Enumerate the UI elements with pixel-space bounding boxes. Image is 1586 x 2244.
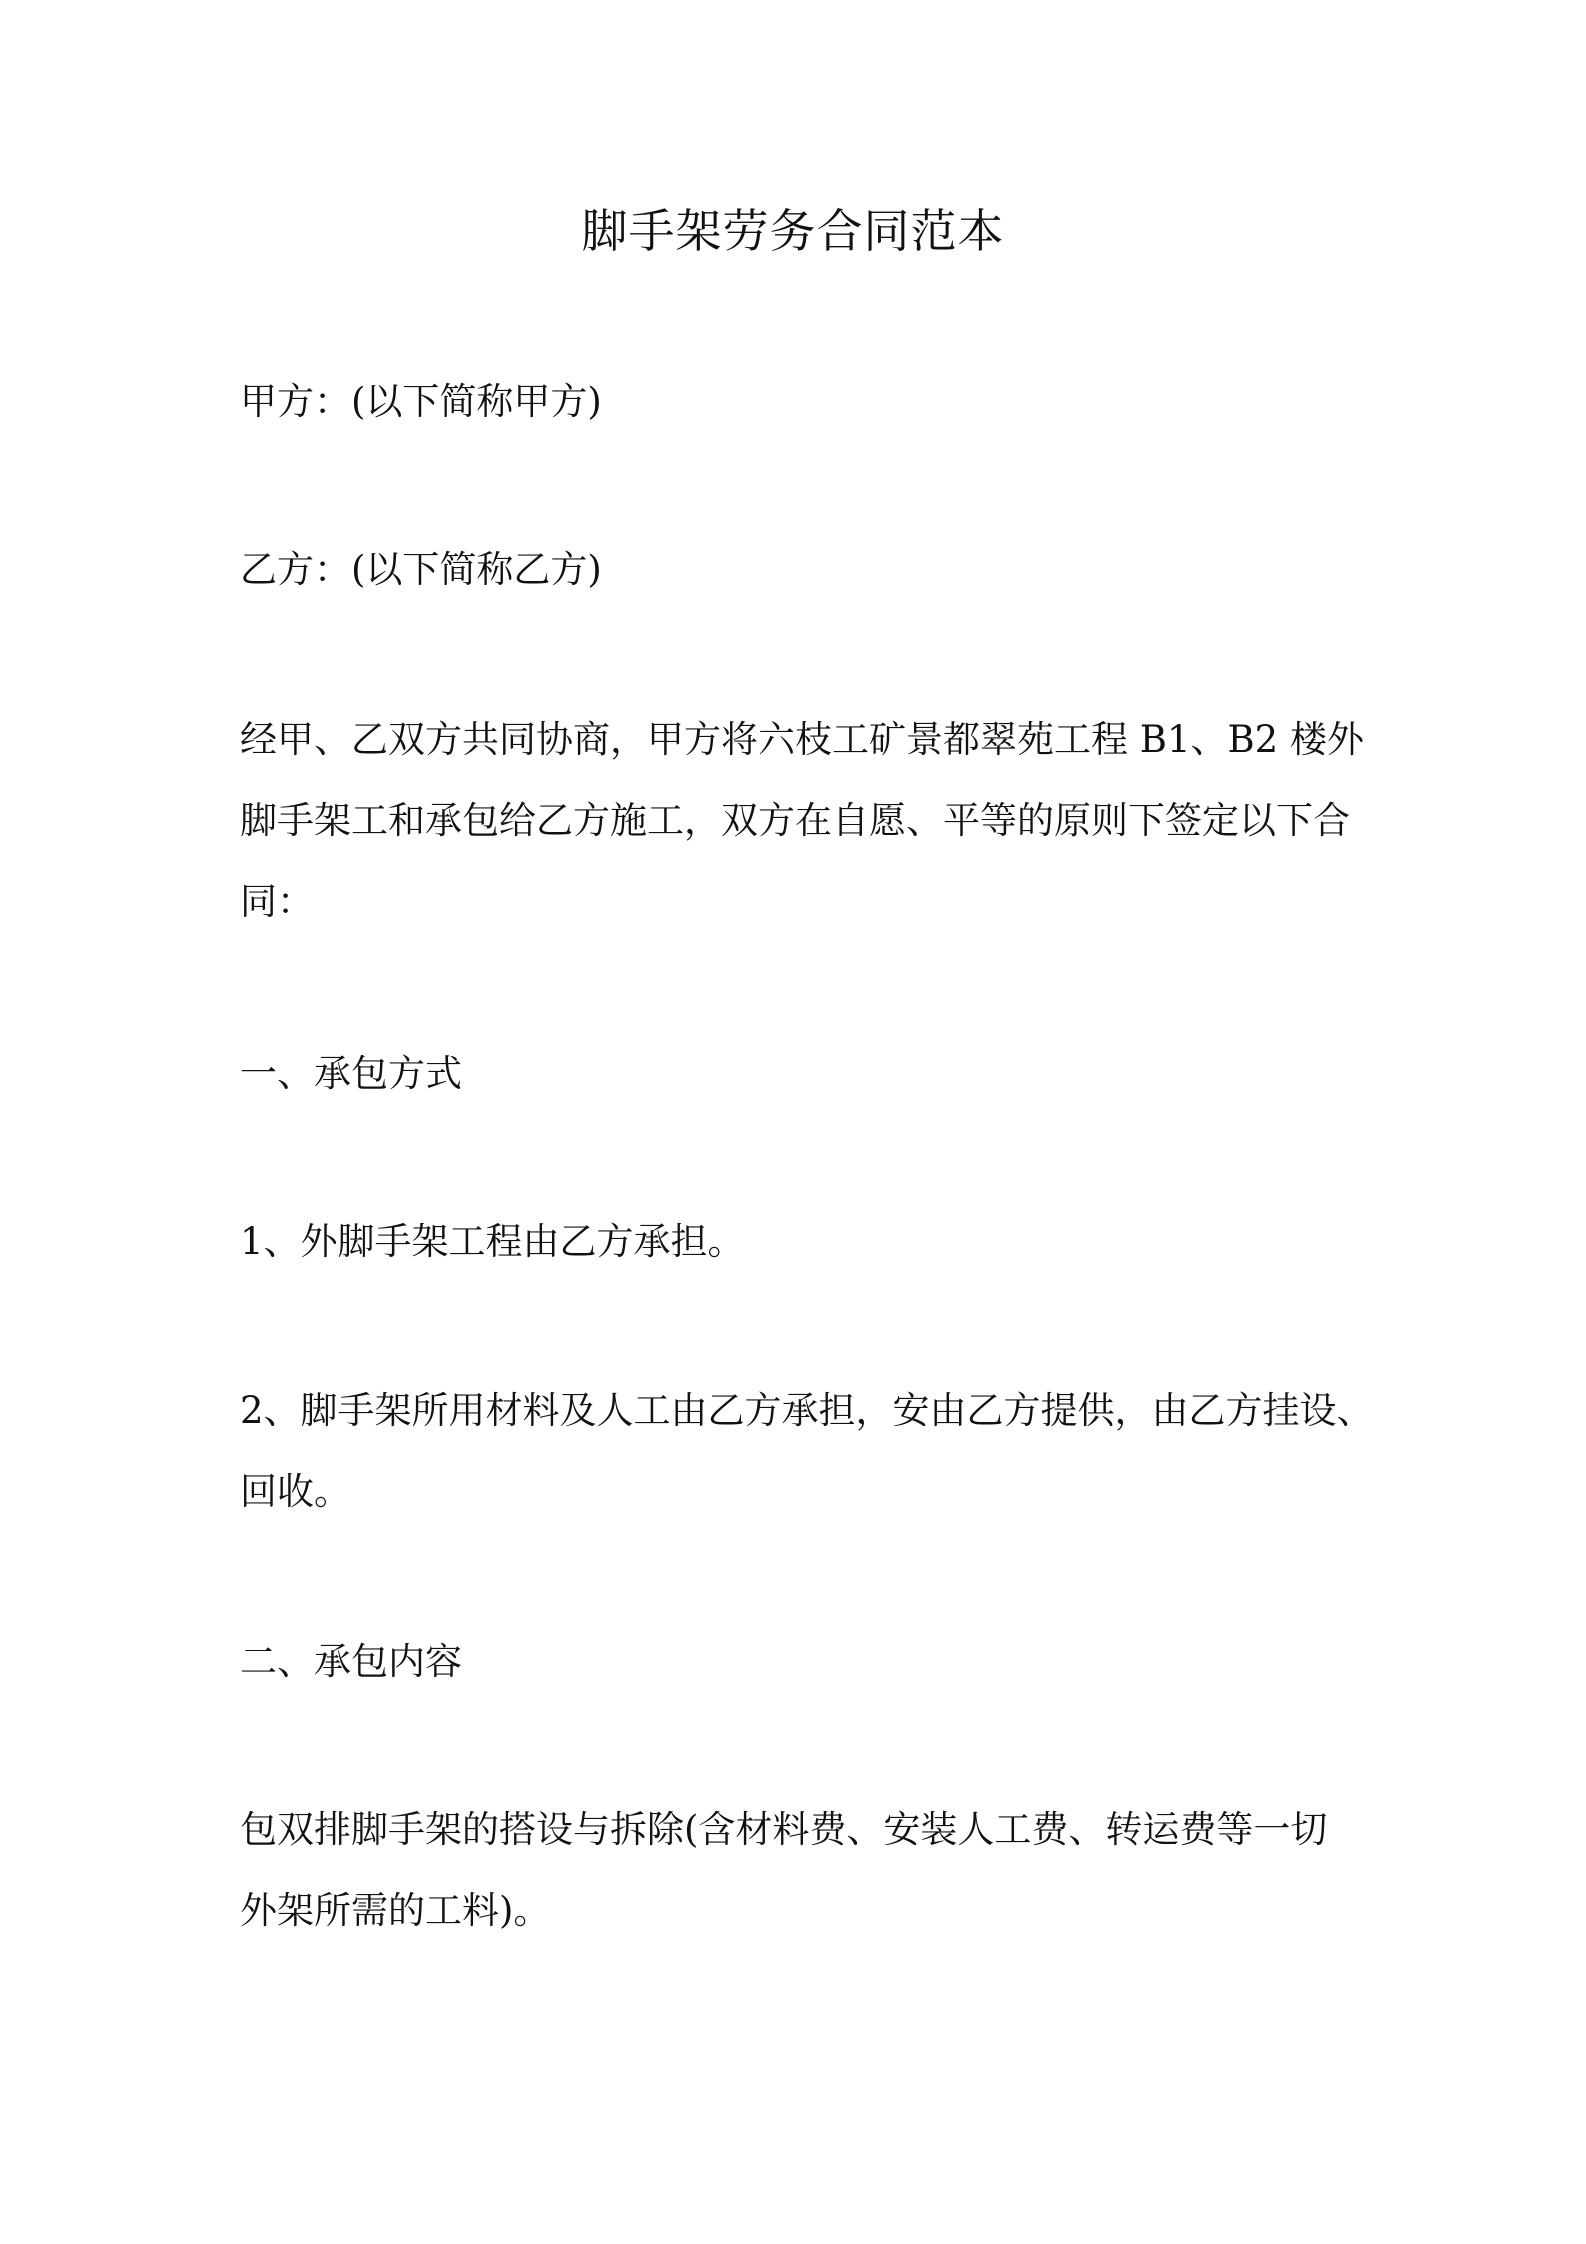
document-title: 脚手架劳务合同范本 <box>581 204 1005 258</box>
party-b-line: 乙方：(以下简称乙方) <box>240 548 602 591</box>
section1-heading: 一、承包方式 <box>240 1052 462 1095</box>
section2-body-line: 包双排脚手架的搭设与拆除(含材料费、安装人工费、转运费等一切 <box>240 1808 1328 1851</box>
section2-body <box>240 1789 1380 1951</box>
intro-line: 脚手架工和承包给乙方施工，双方在自愿、平等的原则下签定以下合 <box>240 799 1350 842</box>
intro-paragraph <box>240 699 1380 942</box>
section2-body-line: 外架所需的工料)。 <box>240 1889 551 1932</box>
intro-line: 同： <box>240 880 314 923</box>
intro-line: 经甲、乙双方共同协商，甲方将六枝工矿景都翠苑工程 B1、B2 楼外 <box>240 718 1364 761</box>
section1-item1: 1、外脚手架工程由乙方承担。 <box>240 1220 745 1263</box>
section1-item2-line: 2、脚手架所用材料及人工由乙方承担，安由乙方提供，由乙方挂设、 <box>240 1389 1374 1432</box>
section1-item2 <box>240 1370 1380 1532</box>
section2-heading: 二、承包内容 <box>240 1640 462 1683</box>
section1-item2-line: 回收。 <box>240 1470 351 1513</box>
party-a-line: 甲方：(以下简称甲方) <box>240 380 602 423</box>
